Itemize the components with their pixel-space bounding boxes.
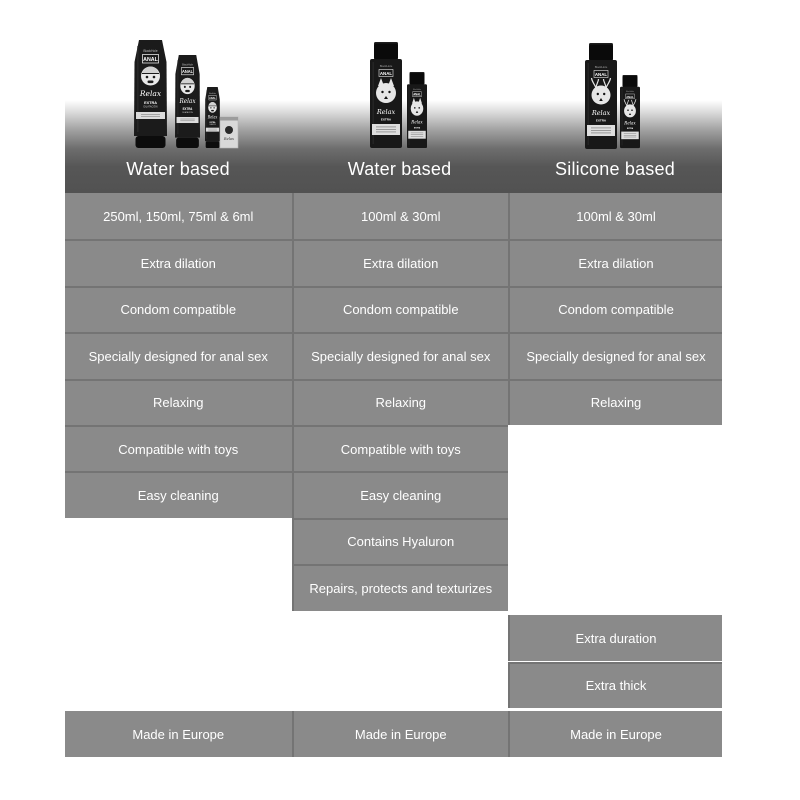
feature-cell: Specially designed for anal sex [508,332,722,378]
feature-cell: Relaxing [292,379,509,425]
feature-cell: Repairs, protects and texturizes [292,564,509,610]
feature-cell: Made in Europe [65,711,292,757]
product-image-water-tubes [130,38,242,150]
feature-cell: Compatible with toys [292,425,509,471]
feature-cell: Extra dilation [65,239,292,285]
feature-cell: Condom compatible [65,286,292,332]
tube-small [205,87,220,148]
feature-cell: Relaxing [508,379,722,425]
column-header-water-based-bottles: Water based [347,159,452,179]
bottle-large [370,42,402,148]
feature-cell: Easy cleaning [292,471,509,517]
feature-cell: Extra thick [508,662,722,708]
tube-large [134,40,167,148]
column-silicone-based [508,193,722,765]
feature-cell: Specially designed for anal sex [65,332,292,378]
bottle-large [585,43,617,149]
column-water-based-tubes [65,193,292,765]
feature-cell: Condom compatible [292,286,509,332]
column-header-water-based-tubes: Water based [126,159,230,179]
feature-cell: Made in Europe [292,711,509,757]
feature-cell: 100ml & 30ml [292,193,509,239]
product-images-row [0,0,800,160]
feature-cell: Extra dilation [292,239,509,285]
bottle-small [407,72,427,148]
column-header-silicone-based: Silicone based [555,159,675,179]
feature-cell: Extra duration [508,615,722,661]
feature-cell: 250ml, 150ml, 75ml & 6ml [65,193,292,239]
product-image-silicone-bottles [579,38,647,150]
feature-cell: Easy cleaning [65,471,292,517]
feature-cell: Condom compatible [508,286,722,332]
sachet-icon [220,117,238,148]
feature-cell: Contains Hyaluron [292,518,509,564]
feature-cell: 100ml & 30ml [508,193,722,239]
feature-cell: Relaxing [65,379,292,425]
feature-cell: Made in Europe [508,711,722,757]
bottle-small [620,75,640,148]
feature-cell: Compatible with toys [65,425,292,471]
product-image-water-bottles [364,38,432,150]
feature-cell: Extra dilation [508,239,722,285]
tube-medium [175,55,200,148]
feature-grid [65,193,722,765]
feature-cell: Specially designed for anal sex [292,332,509,378]
column-water-based-bottles [292,193,509,765]
sachet-script-text: Relax [223,137,235,141]
